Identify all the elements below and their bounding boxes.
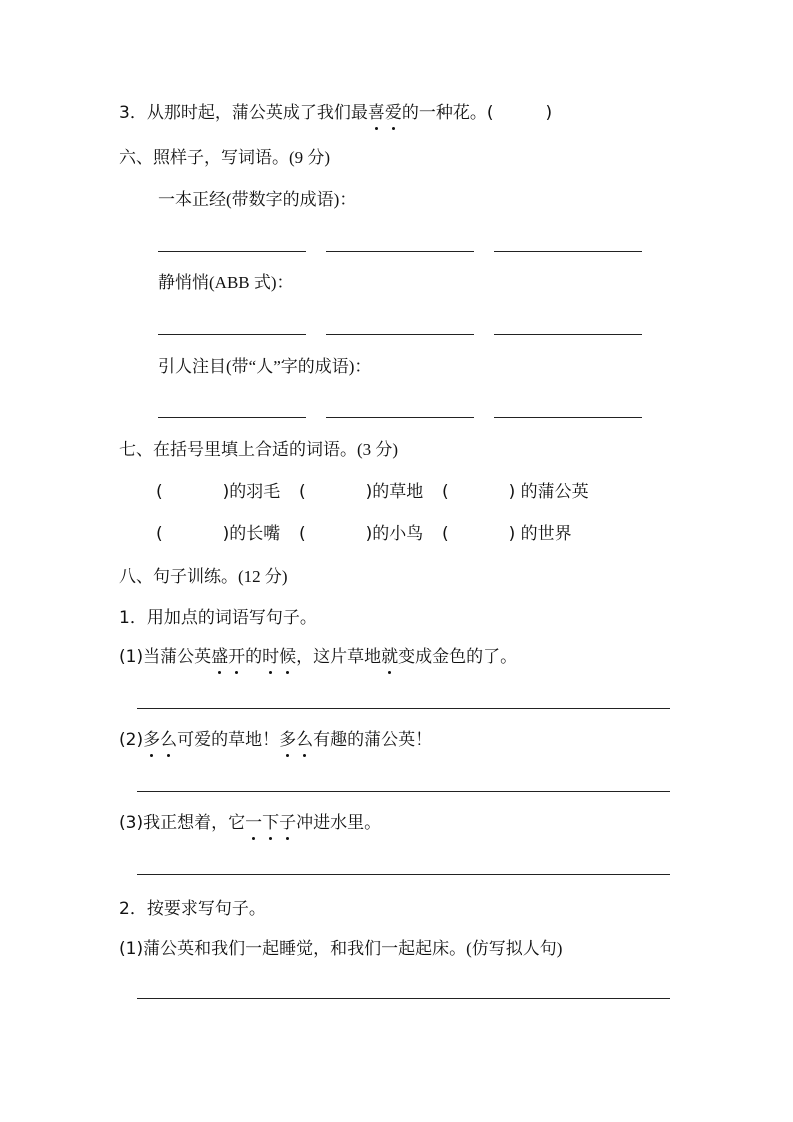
- subsection-1: 1．用加点的词语写句子。: [119, 608, 317, 628]
- emphasis-char: 下: [262, 813, 280, 833]
- emphasis-char: 喜: [367, 103, 385, 123]
- answer-line[interactable]: [137, 874, 670, 875]
- emphasis-char: 开: [228, 647, 246, 667]
- section-8-title: 八、句子训练。(12 分): [119, 567, 288, 587]
- fill-item[interactable]: ( ) 的世界: [442, 524, 572, 544]
- fill-item[interactable]: ( ) 的蒲公英: [442, 482, 589, 502]
- example-3: 引人注目(带“人”字的成语)：: [158, 357, 372, 377]
- answer-line[interactable]: [137, 708, 670, 709]
- answer-blank[interactable]: [494, 417, 642, 418]
- answer-blank[interactable]: [326, 417, 474, 418]
- subsection-2: 2．按要求写句子。: [119, 899, 266, 919]
- fill-item[interactable]: ( )的小鸟: [299, 524, 424, 544]
- emphasis-char: 一: [245, 813, 263, 833]
- sentence-4: (1)蒲公英和我们一起睡觉，和我们一起起床。(仿写拟人句): [119, 939, 563, 959]
- emphasis-char: 候: [279, 647, 297, 667]
- question-3: 3．从那时起，蒲公英成了我们最喜爱的一种花。( ): [119, 103, 553, 123]
- emphasis-char: 子: [279, 813, 297, 833]
- sentence-3: (3)我正想着，它一下子冲进水里。: [119, 813, 382, 833]
- emphasis-char: 么: [160, 730, 178, 750]
- emphasis-char: 就: [381, 647, 399, 667]
- fill-item[interactable]: ( )的羽毛: [156, 482, 281, 502]
- section-7-title: 七、在括号里填上合适的词语。(3 分): [119, 440, 399, 460]
- emphasis-char: 么: [296, 730, 314, 750]
- answer-blank[interactable]: [158, 417, 306, 418]
- example-2: 静悄悄(ABB 式)：: [158, 273, 294, 293]
- emphasis-char: 时: [262, 647, 280, 667]
- fill-item[interactable]: ( )的长嘴: [156, 524, 281, 544]
- example-1: 一本正经(带数字的成语)：: [158, 190, 357, 210]
- fill-item[interactable]: ( )的草地: [299, 482, 424, 502]
- answer-blank[interactable]: [494, 334, 642, 335]
- emphasis-char: 多: [143, 730, 161, 750]
- answer-line[interactable]: [137, 791, 670, 792]
- answer-blank[interactable]: [158, 251, 306, 252]
- sentence-1: (1)当蒲公英盛开的时候，这片草地就变成金色的了。: [119, 647, 518, 667]
- answer-blank[interactable]: [326, 334, 474, 335]
- answer-blank[interactable]: [158, 334, 306, 335]
- emphasis-char: 多: [279, 730, 297, 750]
- sentence-2: (2)多么可爱的草地！多么有趣的蒲公英！: [119, 730, 433, 750]
- emphasis-char: 爱: [384, 103, 402, 123]
- section-6-title: 六、照样子，写词语。(9 分): [119, 148, 331, 168]
- answer-blank[interactable]: [494, 251, 642, 252]
- answer-blank[interactable]: [326, 251, 474, 252]
- answer-line[interactable]: [137, 998, 670, 999]
- emphasis-char: 盛: [211, 647, 229, 667]
